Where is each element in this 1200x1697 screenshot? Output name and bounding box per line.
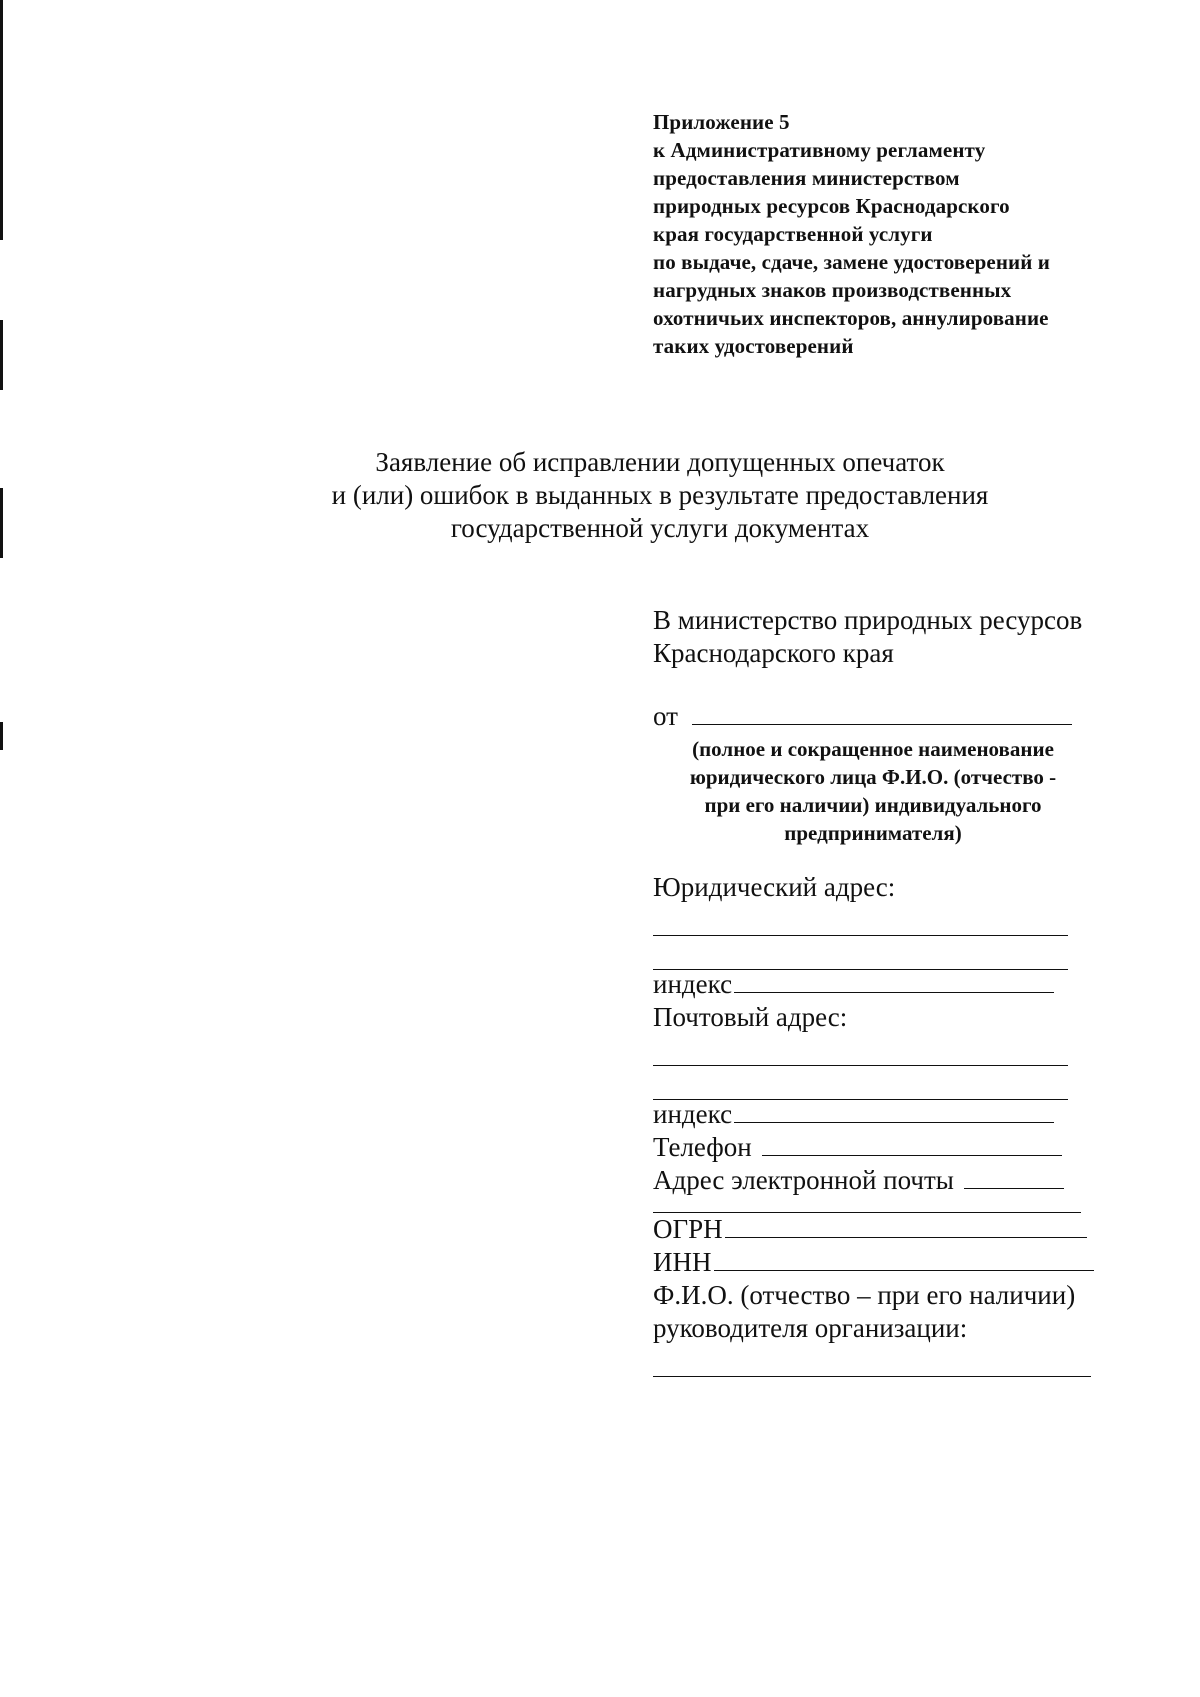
inn-field[interactable]	[714, 1246, 1094, 1271]
hint-line: (полное и сокращенное наименование	[692, 737, 1054, 761]
phone-row	[653, 1131, 1123, 1164]
phone-field[interactable]	[762, 1131, 1062, 1156]
document-title	[200, 446, 1120, 545]
appendix-header	[653, 108, 1123, 360]
ogrn-row	[653, 1213, 1123, 1246]
head-line: руководителя организации:	[653, 1313, 968, 1343]
head-line: Ф.И.О. (отчество – при его наличии)	[653, 1280, 1076, 1310]
applicant-form	[653, 604, 1123, 1377]
scan-edge-mark	[0, 320, 3, 390]
appendix-line: нагрудных знаков производственных	[653, 278, 1012, 302]
title-line: Заявление об исправлении допущенных опечаток	[375, 447, 945, 477]
head-name-field[interactable]	[653, 1375, 1091, 1377]
title-line: и (или) ошибок в выданных в результате предоставления	[331, 480, 989, 510]
appendix-line: таких удостоверений	[653, 334, 854, 358]
hint-line: предпринимателя)	[784, 821, 962, 845]
postal-address-label: Почтовый адрес:	[653, 1002, 848, 1032]
hint-line: юридического лица Ф.И.О. (отчество -	[689, 765, 1057, 789]
appendix-line: Приложение 5	[653, 110, 790, 134]
inn-label: ИНН	[653, 1247, 712, 1277]
phone-label: Телефон	[653, 1132, 752, 1162]
legal-index-field[interactable]	[734, 968, 1054, 993]
legal-index-label: индекс	[653, 969, 733, 999]
legal-index-row	[653, 968, 1123, 1001]
legal-address-field-1[interactable]	[653, 934, 1068, 936]
postal-index-row	[653, 1098, 1123, 1131]
recipient-line: Краснодарского края	[653, 638, 894, 668]
postal-index-field[interactable]	[734, 1098, 1054, 1123]
head-block	[653, 1279, 1123, 1345]
appendix-line: по выдаче, сдаче, замене удостоверений и	[653, 250, 1050, 274]
appendix-line: природных ресурсов Краснодарского	[653, 194, 1010, 218]
appendix-line: к Административному регламенту	[653, 138, 986, 162]
hint-line: при его наличии) индивидуального	[704, 793, 1042, 817]
from-hint	[653, 735, 1093, 847]
email-label: Адрес электронной почты	[653, 1165, 954, 1195]
from-row	[653, 700, 1123, 733]
recipient-line: В министерство природных ресурсов	[653, 605, 1083, 635]
postal-index-label: индекс	[653, 1099, 733, 1129]
from-field[interactable]	[692, 700, 1072, 725]
email-row	[653, 1164, 1123, 1197]
from-label: от	[653, 701, 678, 731]
appendix-line: края государственной услуги	[653, 222, 933, 246]
scan-edge-mark	[0, 0, 3, 240]
legal-address-label: Юридический адрес:	[653, 872, 896, 902]
ogrn-label: ОГРН	[653, 1214, 723, 1244]
postal-address-field-1[interactable]	[653, 1064, 1068, 1066]
appendix-line: охотничьих инспекторов, аннулирование	[653, 306, 1049, 330]
email-field[interactable]	[964, 1164, 1064, 1189]
appendix-line: предоставления министерством	[653, 166, 960, 190]
inn-row	[653, 1246, 1123, 1279]
recipient-block	[653, 604, 1123, 670]
scan-edge-mark	[0, 722, 3, 750]
scan-edge-mark	[0, 488, 3, 558]
title-line: государственной услуги документах	[450, 513, 870, 543]
ogrn-field[interactable]	[725, 1213, 1087, 1238]
